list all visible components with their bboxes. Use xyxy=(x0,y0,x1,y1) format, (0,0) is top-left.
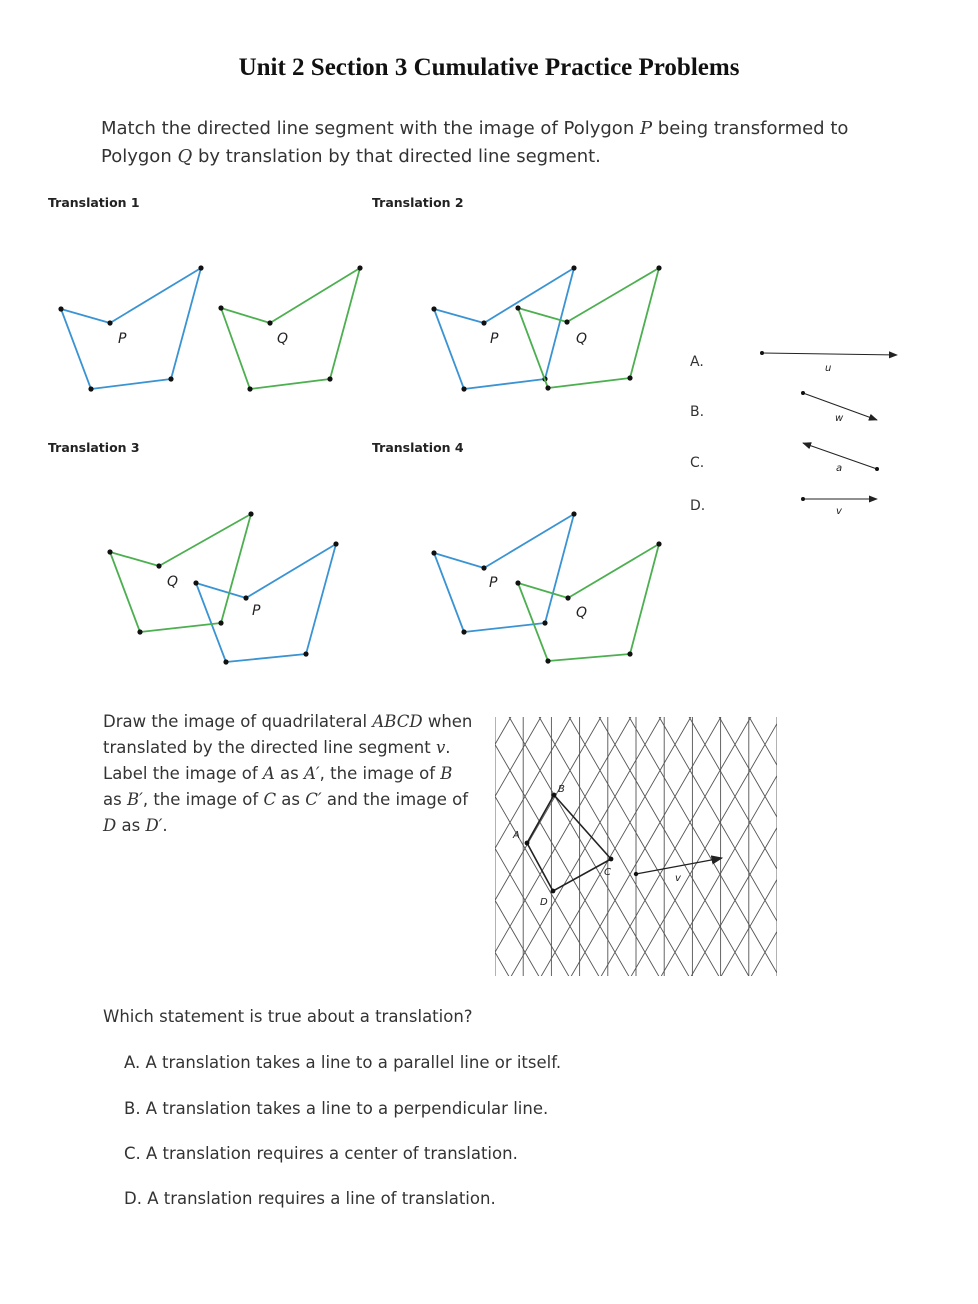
translation-1-figure xyxy=(58,265,362,391)
vertex-label-d: D xyxy=(540,897,548,908)
segment-v-start xyxy=(801,497,805,501)
grid-line xyxy=(495,1160,777,1304)
translation-1-polygon-p xyxy=(61,268,201,389)
translation-3-polygon-q-vertex-1 xyxy=(107,549,112,554)
p2-text-5: , the image of xyxy=(319,764,441,783)
p2-text-11: . xyxy=(162,816,168,835)
translation-2-polygon-p-vertex-1 xyxy=(431,306,436,311)
grid-line xyxy=(495,1212,777,1304)
grid-line xyxy=(495,568,777,1056)
translation-4-polygon-q-vertex-3 xyxy=(656,541,661,546)
choice-d[interactable]: D. A translation requires a line of translation. xyxy=(124,1189,496,1208)
grid-line xyxy=(495,225,777,713)
translation-2-polygon-p xyxy=(434,268,574,389)
vertex-a xyxy=(525,841,530,846)
translation-4-label-p: P xyxy=(489,575,498,591)
translation-4-label: Translation 4 xyxy=(372,440,464,455)
grid-line xyxy=(495,0,777,69)
grid-line xyxy=(495,0,777,121)
segment-letter-b: B. xyxy=(690,404,705,420)
translation-4-figure xyxy=(431,511,661,663)
vertex-label-b: B xyxy=(558,784,565,795)
translation-1-label-q: Q xyxy=(277,331,289,347)
intro-text-2: being transformed to Polygon xyxy=(101,118,849,167)
translation-3-label: Translation 3 xyxy=(48,440,140,455)
p2-text-10: as xyxy=(116,816,146,835)
translation-1-polygon-p-vertex-1 xyxy=(58,306,63,311)
segment-w xyxy=(801,391,877,424)
segment-w-label: w xyxy=(835,413,844,424)
translation-3-polygon-p xyxy=(196,544,336,662)
p2-b: B xyxy=(440,764,453,783)
translation-2-polygon-q-vertex-5 xyxy=(545,385,550,390)
translation-3-polygon-p-vertex-4 xyxy=(303,651,308,656)
grid-line xyxy=(495,17,777,505)
translation-2-figure xyxy=(431,265,661,391)
translation-3-polygon-p-vertex-2 xyxy=(243,595,248,600)
segment-a-label: a xyxy=(836,463,843,474)
translation-1-polygon-q-vertex-1 xyxy=(218,305,223,310)
grid-line xyxy=(495,589,777,1077)
translation-2-polygon-q-vertex-2 xyxy=(564,319,569,324)
grid-line xyxy=(495,0,777,485)
translation-4-polygon-q xyxy=(518,544,659,661)
grid-line xyxy=(495,152,777,640)
translation-2-label-p: P xyxy=(490,331,499,347)
grid-line xyxy=(495,0,777,17)
p2-text-8: as xyxy=(276,790,306,809)
choice-c[interactable]: C. A translation requires a center of translation. xyxy=(124,1144,518,1163)
vertex-c xyxy=(609,857,614,862)
grid-line xyxy=(495,0,777,225)
translation-4-polygon-q-vertex-2 xyxy=(565,595,570,600)
p2-a: A xyxy=(262,764,275,783)
segment-u xyxy=(760,351,897,374)
translation-3-polygon-p-vertex-1 xyxy=(193,580,198,585)
translation-1-label-p: P xyxy=(118,331,127,347)
grid-line xyxy=(495,100,777,588)
intro-text-1: Match the directed line segment with the image of Polygon xyxy=(101,118,640,139)
translation-2-polygon-q xyxy=(518,268,659,388)
translation-3-figure xyxy=(107,511,338,664)
translation-1-polygon-q xyxy=(221,268,360,389)
grid-line xyxy=(495,1108,777,1304)
grid-line xyxy=(495,256,777,744)
intro-polygon-q: Q xyxy=(177,146,193,167)
p2-text-4: as xyxy=(274,764,304,783)
translation-3-polygon-q-vertex-5 xyxy=(137,629,142,634)
segment-w-start xyxy=(801,391,805,395)
choice-a[interactable]: A. A translation takes a line to a parallel line or itself. xyxy=(124,1053,562,1072)
translation-3-polygon-q-vertex-3 xyxy=(248,511,253,516)
p2-d: D xyxy=(103,816,117,835)
vector-v-label: v xyxy=(675,873,681,884)
problem2-instructions xyxy=(103,709,473,839)
vector-v xyxy=(636,858,722,874)
vertex-label-a: A xyxy=(513,830,520,841)
p2-c-prime: C′ xyxy=(305,790,322,809)
translation-4-polygon-p-vertex-2 xyxy=(481,565,486,570)
p2-c: C xyxy=(263,790,277,809)
grid-line xyxy=(495,1264,777,1304)
p2-text-7: , the image of xyxy=(142,790,264,809)
translation-3-polygon-q-vertex-4 xyxy=(218,620,223,625)
p2-vector-name: v xyxy=(435,738,446,757)
grid-line xyxy=(495,1004,777,1304)
grid-line xyxy=(495,1035,777,1304)
translation-2-polygon-p-vertex-2 xyxy=(481,320,486,325)
translation-4-polygon-q-vertex-5 xyxy=(545,658,550,663)
translation-1-polygon-q-vertex-4 xyxy=(327,376,332,381)
translation-1-polygon-q-vertex-5 xyxy=(247,386,252,391)
grid-line xyxy=(495,277,777,765)
grid-line xyxy=(495,0,777,173)
translation-1-polygon-p-vertex-3 xyxy=(198,265,203,270)
translation-1-polygon-p-vertex-5 xyxy=(88,386,93,391)
translation-1-polygon-q-vertex-3 xyxy=(357,265,362,270)
grid-line xyxy=(495,1056,777,1304)
translation-2-polygon-p-vertex-3 xyxy=(571,265,576,270)
translation-4-polygon-p-vertex-3 xyxy=(571,511,576,516)
grid-line xyxy=(495,952,777,1304)
p2-a-prime: A′ xyxy=(304,764,320,783)
translation-3-polygon-p-vertex-3 xyxy=(333,541,338,546)
segment-v xyxy=(801,497,877,517)
p2-b-prime: B′ xyxy=(126,790,143,809)
segment-letter-c: C. xyxy=(690,455,705,471)
grid-line xyxy=(495,204,777,692)
p2-text-9: and the image of xyxy=(321,790,469,809)
grid-line xyxy=(495,620,777,1108)
grid-line xyxy=(495,0,777,433)
grid-line xyxy=(495,0,777,329)
translation-2-label: Translation 2 xyxy=(372,195,464,210)
segment-letter-d: D. xyxy=(690,498,706,514)
translation-3-label-p: P xyxy=(252,603,261,619)
page-title: Unit 2 Section 3 Cumulative Practice Problems xyxy=(238,54,740,81)
intro-polygon-p: P xyxy=(639,118,653,139)
translation-2-label-q: Q xyxy=(576,331,588,347)
grid-line xyxy=(495,983,777,1304)
p2-text-6: as xyxy=(103,790,127,809)
segment-u-line xyxy=(762,353,897,355)
translation-4-polygon-p-vertex-4 xyxy=(542,620,547,625)
segment-u-start xyxy=(760,351,764,355)
p2-quad-name: ABCD xyxy=(372,712,423,731)
p2-text-1: Draw the image of quadrilateral xyxy=(103,712,373,731)
translation-3-polygon-q-vertex-2 xyxy=(156,563,161,568)
problem3-question: Which statement is true about a translation? xyxy=(103,1007,473,1026)
p2-text-2: when translated by the directed line segment xyxy=(103,712,473,757)
grid-line xyxy=(495,0,777,381)
translation-4-polygon-p-vertex-1 xyxy=(431,550,436,555)
translation-1-label: Translation 1 xyxy=(48,195,140,210)
grid-line xyxy=(495,0,777,277)
vertex-b xyxy=(552,793,557,798)
translation-1-polygon-p-vertex-2 xyxy=(107,320,112,325)
vertex-label-c: C xyxy=(604,867,611,878)
p2-d-prime: D′ xyxy=(145,816,163,835)
choice-b[interactable]: B. A translation takes a line to a perpendicular line. xyxy=(124,1099,549,1118)
segment-a-start xyxy=(875,467,879,471)
intro-text-3: by translation by that directed line segment. xyxy=(192,146,601,167)
translation-1-polygon-p-vertex-4 xyxy=(168,376,173,381)
translation-4-polygon-q-vertex-4 xyxy=(627,651,632,656)
grid-line xyxy=(495,48,777,536)
translation-4-polygon-p-vertex-5 xyxy=(461,629,466,634)
vector-v-start xyxy=(634,872,638,876)
translation-3-polygon-p-vertex-5 xyxy=(223,659,228,664)
segment-u-label: u xyxy=(825,363,832,374)
translation-4-label-q: Q xyxy=(576,605,588,621)
segment-a xyxy=(803,443,879,474)
segment-letter-a: A. xyxy=(690,354,704,370)
translation-3-polygon-q xyxy=(110,514,251,632)
translation-1-polygon-q-vertex-2 xyxy=(267,320,272,325)
translation-2-polygon-q-vertex-3 xyxy=(656,265,661,270)
p2-text-3: . Label the image of xyxy=(103,738,451,783)
segment-v-label: v xyxy=(836,506,842,517)
grid-line xyxy=(495,1087,777,1304)
translation-2-polygon-q-vertex-4 xyxy=(627,375,632,380)
translation-4-polygon-p xyxy=(434,514,574,632)
translation-4-polygon-q-vertex-1 xyxy=(515,580,520,585)
translation-2-polygon-p-vertex-5 xyxy=(461,386,466,391)
vertex-d xyxy=(551,889,556,894)
translation-2-polygon-q-vertex-1 xyxy=(515,305,520,310)
translation-3-label-q: Q xyxy=(167,574,179,590)
